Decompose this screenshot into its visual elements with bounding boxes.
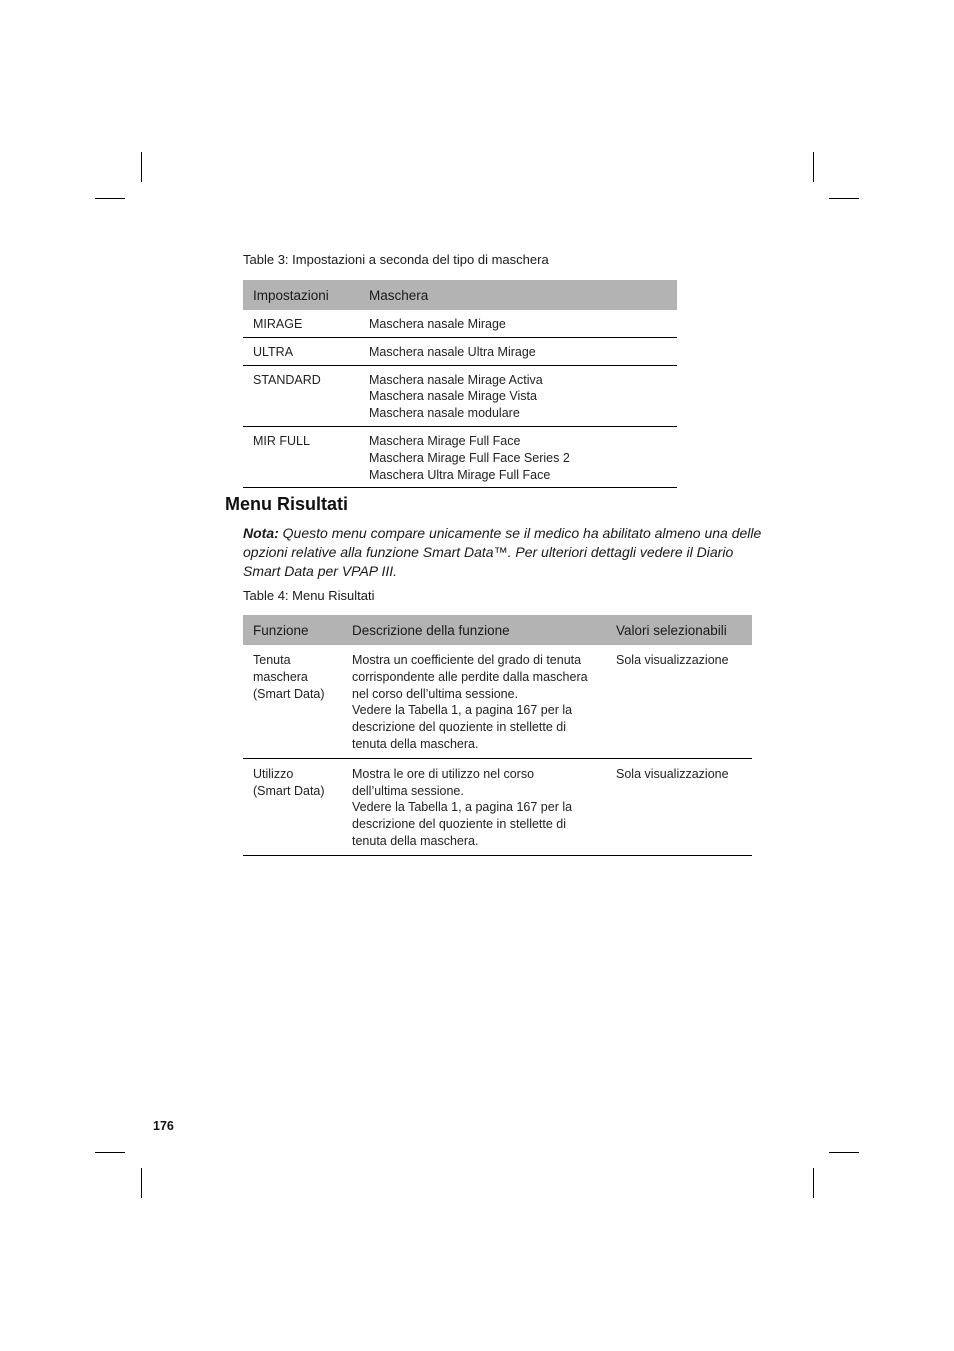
column-header: Valori selezionabili	[606, 615, 752, 645]
description-line: Mostra un coefficiente del grado di tenuta	[352, 653, 582, 667]
function-line: Utilizzo	[253, 766, 294, 781]
description-cell	[342, 645, 606, 758]
description-line: tenuta della maschera.	[352, 736, 479, 751]
table-row	[243, 337, 677, 365]
function-line: maschera	[253, 669, 308, 684]
mask-cell	[359, 337, 677, 365]
crop-mark	[141, 152, 142, 182]
values-cell: Sola visualizzazione	[606, 758, 752, 855]
values-cell: Sola visualizzazione	[606, 645, 752, 758]
mask-cell	[359, 426, 677, 487]
note-paragraph	[243, 524, 763, 581]
table-row	[243, 758, 752, 855]
mask-name: Maschera Ultra Mirage Full Face	[369, 467, 551, 482]
description-line: dell’ultima sessione.	[352, 783, 464, 798]
crop-mark	[95, 1152, 125, 1153]
function-cell	[243, 758, 342, 855]
table-row	[243, 365, 677, 426]
setting-cell: MIR FULL	[243, 426, 359, 487]
mask-name: Maschera nasale Mirage Vista	[369, 389, 537, 404]
mask-cell	[359, 365, 677, 426]
description-line: descrizione del quoziente in stellette di	[352, 817, 567, 832]
section-heading: Menu Risultati	[225, 494, 349, 514]
description-cell	[342, 758, 606, 855]
description-line: Mostra le ore di utilizzo nel corso	[352, 766, 535, 781]
column-header: Funzione	[243, 615, 342, 645]
description-line: tenuta della maschera.	[352, 833, 479, 848]
setting-cell: MIRAGE	[243, 310, 359, 337]
description-line: corrispondente alle perdite dalla maschera	[352, 669, 588, 684]
table-row	[243, 310, 677, 337]
table3-caption: Table 3: Impostazioni a seconda del tipo di maschera	[243, 252, 549, 267]
results-menu-table	[243, 615, 752, 856]
mask-settings-table	[243, 280, 677, 488]
crop-mark	[141, 1168, 142, 1198]
mask-name: Maschera Mirage Full Face	[369, 433, 521, 448]
function-cell	[243, 645, 342, 758]
setting-cell: ULTRA	[243, 337, 359, 365]
function-line: (Smart Data)	[253, 686, 325, 701]
table-row	[243, 426, 677, 487]
table-row	[243, 645, 752, 758]
mask-name: Maschera nasale Ultra Mirage	[369, 344, 536, 359]
column-header: Maschera	[359, 280, 677, 310]
note-text: Questo menu compare unicamente se il medico ha abilitato almeno una delle opzioni relative alla funzione Smart Data™. Per ulteriori dettagli vedere il Diario Smart Data per VPAP III.	[243, 525, 762, 579]
column-header: Descrizione della funzione	[342, 615, 606, 645]
description-line: Vedere la Tabella 1, a pagina 167 per la	[352, 703, 573, 718]
mask-name: Maschera nasale modulare	[369, 406, 520, 421]
function-line: Tenuta	[253, 653, 291, 667]
description-line: descrizione del quoziente in stellette di	[352, 720, 567, 735]
crop-mark	[813, 152, 814, 182]
table4-caption: Table 4: Menu Risultati	[243, 588, 375, 603]
function-line: (Smart Data)	[253, 783, 325, 798]
crop-mark	[95, 198, 125, 199]
mask-name: Maschera nasale Mirage Activa	[369, 372, 543, 387]
description-line: nel corso dell’ultima sessione.	[352, 686, 519, 701]
crop-mark	[829, 198, 859, 199]
setting-cell: STANDARD	[243, 365, 359, 426]
mask-cell	[359, 310, 677, 337]
description-line: Vedere la Tabella 1, a pagina 167 per la	[352, 800, 573, 815]
table-header-row	[243, 615, 752, 645]
crop-mark	[813, 1168, 814, 1198]
column-header: Impostazioni	[243, 280, 359, 310]
mask-name: Maschera nasale Mirage	[369, 317, 506, 331]
note-label: Nota:	[243, 525, 279, 541]
table-header-row	[243, 280, 677, 310]
mask-name: Maschera Mirage Full Face Series 2	[369, 450, 570, 465]
crop-mark	[829, 1152, 859, 1153]
page-number: 176	[153, 1119, 174, 1133]
